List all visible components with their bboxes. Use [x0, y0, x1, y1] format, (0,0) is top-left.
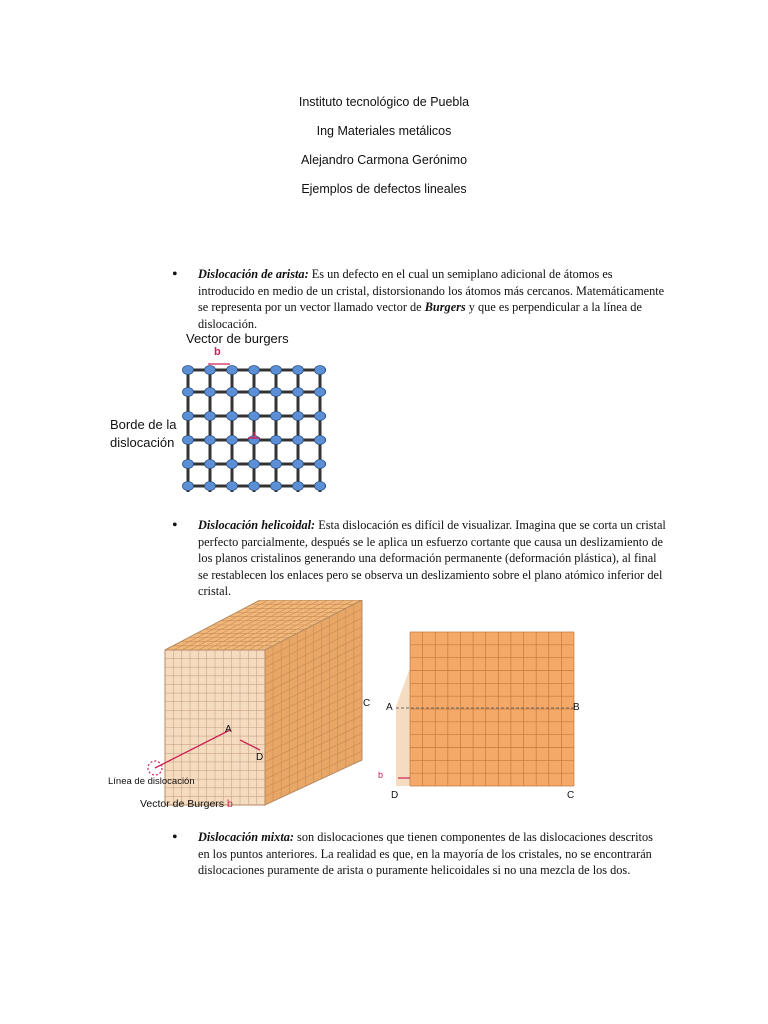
atom [271, 460, 282, 469]
figure1-title: Vector de burgers [186, 331, 289, 346]
bullet-edge: • [172, 266, 178, 283]
bullet-mixed: • [172, 829, 178, 846]
atom [293, 482, 304, 491]
lattice-label-d: D [391, 790, 399, 801]
bullet-screw: • [172, 517, 178, 534]
cube-label-d: D [256, 752, 264, 763]
cube-label-a: A [225, 724, 232, 735]
atom [293, 366, 304, 375]
atom [183, 460, 194, 469]
atom [315, 412, 326, 421]
figure1-b-label: b [214, 346, 221, 358]
atom [293, 436, 304, 445]
atom [205, 388, 216, 397]
atom [205, 482, 216, 491]
atom [271, 366, 282, 375]
atom [249, 460, 260, 469]
atom [183, 436, 194, 445]
course-title: Ing Materiales metálicos [316, 124, 452, 138]
term-edge: Dislocación de arista: [198, 267, 309, 281]
edge-text-1: Es un defecto en el cual un semiplano adicional de átomos es introducido en medio de un cristal, distorsionando los átomos más cercanos. Matemáticamente se representa por un vector llamado vector de [198, 267, 665, 315]
edge-text-2: y que es perpendicular a la línea de dislocación. [198, 300, 642, 331]
paragraph-edge-dislocation [198, 266, 666, 332]
lattice-label-b: B [573, 702, 580, 713]
dislocation-line-label: Línea de dislocación [108, 776, 195, 787]
atom [271, 436, 282, 445]
mixed-text: son dislocaciones que tienen componentes de las dislocaciones descritos en los puntos anteriores. La realidad es que, en la mayoría de los cristales, no se encontrarán dislocaciones puramente de arista o puramente helicoidales si no una mezcla de los dos. [198, 830, 653, 878]
atom [183, 482, 194, 491]
institution-title: Instituto tecnológico de Puebla [298, 95, 470, 109]
atom [227, 460, 238, 469]
term-screw: Dislocación helicoidal: [198, 518, 316, 532]
atom [315, 460, 326, 469]
lattice-label-c: C [567, 790, 575, 801]
atom [205, 436, 216, 445]
screw-text: Esta dislocación es difícil de visualizar. Imagina que se corta un cristal perfecto parcialmente, después se le aplica un esfuerzo cortante que causa un deslizamiento de los planos cristalinos generando una deformación permanente (deformación plástica), al final se restablecen los enlaces pero se observa un deslizamiento sobre el plano atómico inferior del cristal. [198, 518, 666, 599]
atom [315, 482, 326, 491]
atom [227, 366, 238, 375]
figure1-edge-label [110, 416, 177, 452]
atom [293, 412, 304, 421]
burgers-vector-label [140, 798, 233, 810]
atom [293, 460, 304, 469]
paragraph-mixed-dislocation [198, 829, 666, 879]
term-mixed: Dislocación mixta: [198, 830, 294, 844]
lattice-shifted-edge [396, 668, 410, 786]
atom [249, 388, 260, 397]
atom [227, 436, 238, 445]
atom [183, 412, 194, 421]
lattice-label-b-small: b [378, 770, 384, 780]
atom [271, 412, 282, 421]
atom [315, 436, 326, 445]
edge-label-line1: Borde de la [110, 417, 177, 432]
atom [227, 482, 238, 491]
document-subtitle: Ejemplos de defectos lineales [301, 182, 467, 196]
cube-label-c: C [363, 698, 371, 709]
atom [205, 460, 216, 469]
lattice-label-a: A [386, 702, 393, 713]
atom [293, 388, 304, 397]
document-header [0, 92, 768, 208]
edge-dislocation-lattice [178, 358, 333, 500]
atom [271, 388, 282, 397]
atom [315, 388, 326, 397]
atom [227, 388, 238, 397]
atom [205, 412, 216, 421]
atom [227, 412, 238, 421]
atom [205, 366, 216, 375]
atom [249, 482, 260, 491]
atom [183, 388, 194, 397]
edge-label-line2: dislocación [110, 435, 175, 450]
burgers-vector-text: Vector de Burgers [140, 798, 225, 810]
term-burgers: Burgers [424, 300, 466, 315]
burgers-vector-b: b [226, 798, 233, 810]
screw-dislocation-lattice [396, 628, 578, 790]
author-name: Alejandro Carmona Gerónimo [300, 153, 468, 167]
paragraph-screw-dislocation [198, 517, 666, 600]
atom [271, 482, 282, 491]
atom [183, 366, 194, 375]
atom [249, 366, 260, 375]
atom [315, 366, 326, 375]
atom [249, 412, 260, 421]
